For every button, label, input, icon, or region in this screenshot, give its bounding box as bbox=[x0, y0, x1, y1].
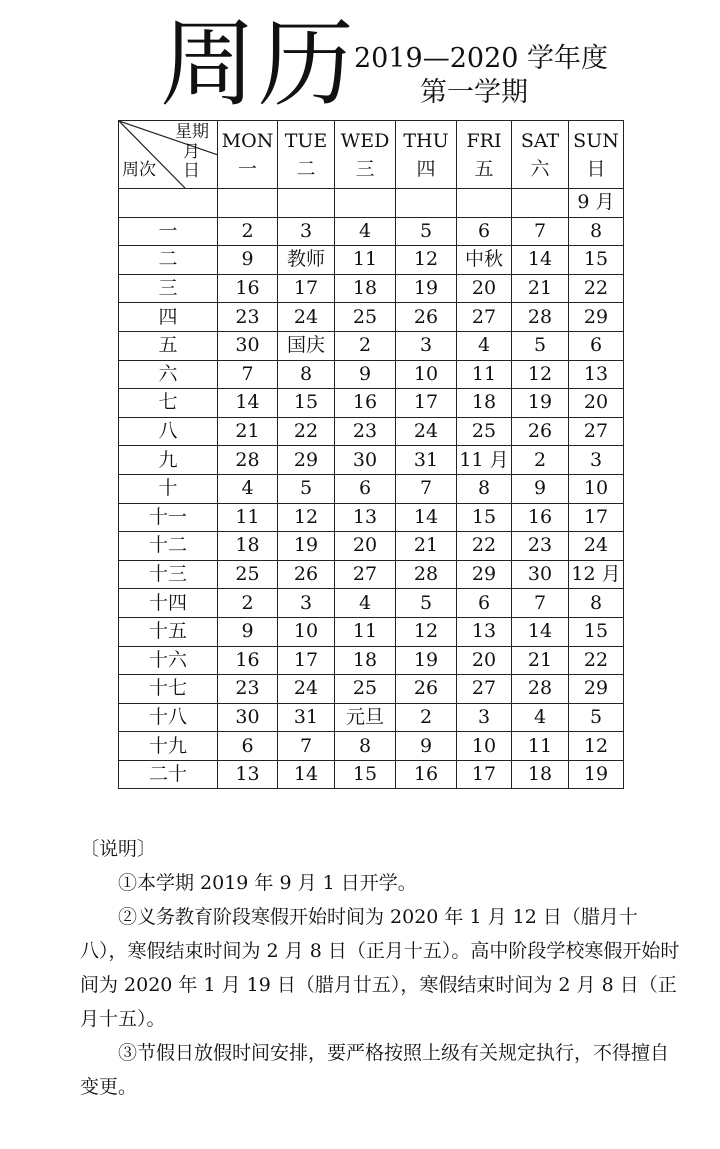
date-cell bbox=[278, 189, 335, 218]
table-row bbox=[119, 474, 624, 503]
date-cell: 8 bbox=[569, 589, 624, 618]
date-cell: 8 bbox=[278, 360, 335, 389]
date-cell: 6 bbox=[457, 589, 512, 618]
day-name-cn: 四 bbox=[416, 157, 436, 180]
date-cell: 31 bbox=[278, 703, 335, 732]
date-cell: 9 bbox=[218, 246, 278, 275]
table-row bbox=[119, 389, 624, 418]
date-cell: 15 bbox=[278, 389, 335, 418]
note-item-3: ③节假日放假时间安排，要严格按照上级有关规定执行，不得擅自变更。 bbox=[80, 1042, 670, 1098]
week-number-cell: 十六 bbox=[119, 646, 218, 675]
semester-label: 第一学期 bbox=[420, 77, 528, 108]
date-cell: 14 bbox=[512, 617, 569, 646]
date-cell: 20 bbox=[457, 646, 512, 675]
date-cell: 10 bbox=[457, 732, 512, 761]
table-row bbox=[119, 617, 624, 646]
date-cell: 25 bbox=[335, 675, 396, 704]
date-cell: 30 bbox=[512, 560, 569, 589]
date-cell: 23 bbox=[512, 532, 569, 561]
date-cell: 13 bbox=[218, 760, 278, 789]
date-cell: 26 bbox=[512, 417, 569, 446]
date-cell: 9 月 bbox=[569, 189, 624, 218]
table-row bbox=[119, 331, 624, 360]
week-number-cell: 七 bbox=[119, 389, 218, 418]
day-name-cn: 日 bbox=[586, 157, 606, 180]
date-cell: 6 bbox=[457, 217, 512, 246]
date-cell: 21 bbox=[396, 532, 457, 561]
date-cell: 18 bbox=[512, 760, 569, 789]
date-cell: 9 bbox=[218, 617, 278, 646]
date-cell: 20 bbox=[457, 274, 512, 303]
week-number-cell: 五 bbox=[119, 331, 218, 360]
table-row bbox=[119, 417, 624, 446]
date-cell: 6 bbox=[218, 732, 278, 761]
date-cell: 17 bbox=[457, 760, 512, 789]
date-cell: 25 bbox=[335, 303, 396, 332]
date-cell: 7 bbox=[278, 732, 335, 761]
date-cell: 19 bbox=[278, 532, 335, 561]
day-name-cn: 三 bbox=[355, 157, 375, 180]
day-header-tue bbox=[278, 121, 335, 189]
week-number-cell: 十 bbox=[119, 474, 218, 503]
date-cell: 9 bbox=[396, 732, 457, 761]
week-number-cell: 八 bbox=[119, 417, 218, 446]
date-cell: 15 bbox=[335, 760, 396, 789]
corner-label-week-number: 周次 bbox=[122, 160, 156, 180]
date-cell bbox=[335, 189, 396, 218]
date-cell: 14 bbox=[278, 760, 335, 789]
day-name-cn: 二 bbox=[296, 157, 316, 180]
week-number-cell: 十八 bbox=[119, 703, 218, 732]
date-cell: 16 bbox=[218, 274, 278, 303]
date-cell: 6 bbox=[569, 331, 624, 360]
notes-section bbox=[80, 832, 680, 1104]
date-cell: 16 bbox=[396, 760, 457, 789]
date-cell: 12 bbox=[512, 360, 569, 389]
date-cell: 20 bbox=[569, 389, 624, 418]
date-cell: 19 bbox=[512, 389, 569, 418]
table-row bbox=[119, 589, 624, 618]
date-cell: 5 bbox=[278, 474, 335, 503]
date-cell: 25 bbox=[457, 417, 512, 446]
day-header-sun bbox=[569, 121, 624, 189]
date-cell: 10 bbox=[396, 360, 457, 389]
date-cell: 30 bbox=[335, 446, 396, 475]
date-cell: 10 bbox=[569, 474, 624, 503]
date-cell: 8 bbox=[335, 732, 396, 761]
date-cell: 24 bbox=[569, 532, 624, 561]
date-cell: 18 bbox=[218, 532, 278, 561]
week-number-cell: 一 bbox=[119, 217, 218, 246]
date-cell: 15 bbox=[569, 246, 624, 275]
date-cell: 30 bbox=[218, 331, 278, 360]
date-cell: 3 bbox=[396, 331, 457, 360]
header-row bbox=[119, 121, 624, 189]
date-cell: 7 bbox=[512, 217, 569, 246]
date-cell: 9 bbox=[512, 474, 569, 503]
week-number-cell: 三 bbox=[119, 274, 218, 303]
day-name-cn: 六 bbox=[530, 157, 550, 180]
day-name-en: THU bbox=[403, 129, 449, 152]
date-cell: 7 bbox=[512, 589, 569, 618]
day-name-en: WED bbox=[340, 129, 390, 152]
table-row bbox=[119, 446, 624, 475]
date-cell: 11 bbox=[512, 732, 569, 761]
date-cell: 18 bbox=[335, 274, 396, 303]
date-cell: 中秋 bbox=[457, 246, 512, 275]
day-header-fri bbox=[457, 121, 512, 189]
date-cell: 12 月 bbox=[569, 560, 624, 589]
date-cell: 17 bbox=[396, 389, 457, 418]
day-name-cn: 一 bbox=[237, 157, 257, 180]
date-cell: 24 bbox=[278, 303, 335, 332]
corner-cell bbox=[119, 121, 218, 189]
date-cell: 30 bbox=[218, 703, 278, 732]
date-cell: 24 bbox=[278, 675, 335, 704]
table-row bbox=[119, 246, 624, 275]
day-name-en: SUN bbox=[573, 129, 619, 152]
date-cell: 28 bbox=[512, 675, 569, 704]
date-cell: 13 bbox=[457, 617, 512, 646]
day-name-en: MON bbox=[221, 129, 274, 152]
notes-heading: 〔说明〕 bbox=[80, 838, 157, 860]
week-number-cell: 二十 bbox=[119, 760, 218, 789]
table-row bbox=[119, 189, 624, 218]
day-header-thu bbox=[396, 121, 457, 189]
table-row bbox=[119, 217, 624, 246]
date-cell: 20 bbox=[335, 532, 396, 561]
date-cell: 11 bbox=[335, 617, 396, 646]
day-header-wed bbox=[335, 121, 396, 189]
date-cell: 15 bbox=[569, 617, 624, 646]
date-cell: 15 bbox=[457, 503, 512, 532]
date-cell: 19 bbox=[569, 760, 624, 789]
date-cell: 28 bbox=[396, 560, 457, 589]
date-cell: 12 bbox=[569, 732, 624, 761]
date-cell: 7 bbox=[396, 474, 457, 503]
date-cell: 教师 bbox=[278, 246, 335, 275]
table-row bbox=[119, 360, 624, 389]
date-cell: 10 bbox=[278, 617, 335, 646]
date-cell: 8 bbox=[457, 474, 512, 503]
date-cell: 18 bbox=[335, 646, 396, 675]
day-header-sat bbox=[512, 121, 569, 189]
table-row bbox=[119, 560, 624, 589]
date-cell: 11 bbox=[335, 246, 396, 275]
date-cell: 29 bbox=[569, 303, 624, 332]
week-number-cell: 十九 bbox=[119, 732, 218, 761]
table-row bbox=[119, 675, 624, 704]
date-cell: 22 bbox=[569, 646, 624, 675]
date-cell: 3 bbox=[457, 703, 512, 732]
date-cell: 27 bbox=[457, 675, 512, 704]
week-calendar-table bbox=[118, 120, 624, 789]
date-cell: 12 bbox=[396, 246, 457, 275]
date-cell: 18 bbox=[457, 389, 512, 418]
academic-year: 2019—2020 学年度 bbox=[354, 43, 609, 74]
date-cell: 16 bbox=[218, 646, 278, 675]
date-cell: 4 bbox=[218, 474, 278, 503]
date-cell: 26 bbox=[278, 560, 335, 589]
date-cell: 17 bbox=[278, 274, 335, 303]
date-cell: 2 bbox=[218, 217, 278, 246]
date-cell: 5 bbox=[569, 703, 624, 732]
date-cell: 国庆 bbox=[278, 331, 335, 360]
table-row bbox=[119, 303, 624, 332]
corner-label-month-day: 月日 bbox=[183, 142, 200, 181]
date-cell: 16 bbox=[335, 389, 396, 418]
date-cell: 6 bbox=[335, 474, 396, 503]
date-cell: 3 bbox=[278, 217, 335, 246]
date-cell: 7 bbox=[218, 360, 278, 389]
date-cell: 17 bbox=[569, 503, 624, 532]
date-cell: 22 bbox=[278, 417, 335, 446]
date-cell: 23 bbox=[218, 303, 278, 332]
note-item-2: ②义务教育阶段寒假开始时间为 2020 年 1 月 12 日（腊月十八），寒假结束时间为 2 月 8 日（正月十五）。高中阶段学校寒假开始时间为 2020 年 1 月 19 日（腊月廿五），寒假结束时间为 2 月 8 日（正月十五）。 bbox=[80, 906, 680, 1030]
date-cell: 19 bbox=[396, 646, 457, 675]
date-cell: 21 bbox=[512, 646, 569, 675]
table-row bbox=[119, 274, 624, 303]
date-cell: 2 bbox=[218, 589, 278, 618]
date-cell: 9 bbox=[335, 360, 396, 389]
table-row bbox=[119, 503, 624, 532]
date-cell: 27 bbox=[457, 303, 512, 332]
date-cell: 2 bbox=[335, 331, 396, 360]
date-cell: 31 bbox=[396, 446, 457, 475]
date-cell: 28 bbox=[512, 303, 569, 332]
date-cell: 29 bbox=[278, 446, 335, 475]
date-cell: 3 bbox=[278, 589, 335, 618]
date-cell: 5 bbox=[512, 331, 569, 360]
week-number-cell: 六 bbox=[119, 360, 218, 389]
note-item-1: ①本学期 2019 年 9 月 1 日开学。 bbox=[118, 872, 417, 894]
date-cell: 13 bbox=[569, 360, 624, 389]
date-cell: 4 bbox=[335, 589, 396, 618]
date-cell: 14 bbox=[396, 503, 457, 532]
date-cell: 5 bbox=[396, 589, 457, 618]
week-number-cell: 九 bbox=[119, 446, 218, 475]
date-cell: 29 bbox=[569, 675, 624, 704]
date-cell: 12 bbox=[396, 617, 457, 646]
date-cell: 4 bbox=[457, 331, 512, 360]
page-title: 周历 bbox=[160, 8, 356, 120]
date-cell: 4 bbox=[335, 217, 396, 246]
table-row bbox=[119, 732, 624, 761]
week-number-cell: 十二 bbox=[119, 532, 218, 561]
day-name-en: SAT bbox=[520, 129, 560, 152]
date-cell: 14 bbox=[512, 246, 569, 275]
date-cell: 11 bbox=[218, 503, 278, 532]
date-cell: 13 bbox=[335, 503, 396, 532]
day-name-en: FRI bbox=[466, 129, 502, 152]
date-cell: 2 bbox=[396, 703, 457, 732]
date-cell: 23 bbox=[218, 675, 278, 704]
week-number-cell: 十五 bbox=[119, 617, 218, 646]
date-cell: 5 bbox=[396, 217, 457, 246]
date-cell: 4 bbox=[512, 703, 569, 732]
date-cell: 27 bbox=[569, 417, 624, 446]
date-cell bbox=[218, 189, 278, 218]
table-row bbox=[119, 760, 624, 789]
date-cell: 19 bbox=[396, 274, 457, 303]
week-number-cell: 十三 bbox=[119, 560, 218, 589]
date-cell bbox=[457, 189, 512, 218]
table-row bbox=[119, 646, 624, 675]
date-cell: 26 bbox=[396, 303, 457, 332]
date-cell: 14 bbox=[218, 389, 278, 418]
corner-label-weekday: 星期 bbox=[175, 122, 209, 142]
date-cell: 29 bbox=[457, 560, 512, 589]
week-number-cell: 十四 bbox=[119, 589, 218, 618]
date-cell: 11 月 bbox=[457, 446, 512, 475]
date-cell: 24 bbox=[396, 417, 457, 446]
week-number-cell: 四 bbox=[119, 303, 218, 332]
date-cell: 27 bbox=[335, 560, 396, 589]
date-cell: 28 bbox=[218, 446, 278, 475]
week-number-cell: 十七 bbox=[119, 675, 218, 704]
date-cell: 3 bbox=[569, 446, 624, 475]
date-cell: 11 bbox=[457, 360, 512, 389]
date-cell: 元旦 bbox=[335, 703, 396, 732]
day-name-en: TUE bbox=[284, 129, 328, 152]
date-cell: 26 bbox=[396, 675, 457, 704]
date-cell bbox=[396, 189, 457, 218]
date-cell: 25 bbox=[218, 560, 278, 589]
date-cell: 2 bbox=[512, 446, 569, 475]
date-cell: 21 bbox=[512, 274, 569, 303]
table-row bbox=[119, 532, 624, 561]
date-cell: 23 bbox=[335, 417, 396, 446]
date-cell bbox=[512, 189, 569, 218]
date-cell: 16 bbox=[512, 503, 569, 532]
table-row bbox=[119, 703, 624, 732]
week-number-cell bbox=[119, 189, 218, 218]
date-cell: 22 bbox=[569, 274, 624, 303]
week-number-cell: 二 bbox=[119, 246, 218, 275]
day-header-mon bbox=[218, 121, 278, 189]
date-cell: 17 bbox=[278, 646, 335, 675]
calendar-body bbox=[119, 189, 624, 789]
week-number-cell: 十一 bbox=[119, 503, 218, 532]
date-cell: 22 bbox=[457, 532, 512, 561]
date-cell: 21 bbox=[218, 417, 278, 446]
date-cell: 8 bbox=[569, 217, 624, 246]
day-name-cn: 五 bbox=[474, 157, 494, 180]
date-cell: 12 bbox=[278, 503, 335, 532]
